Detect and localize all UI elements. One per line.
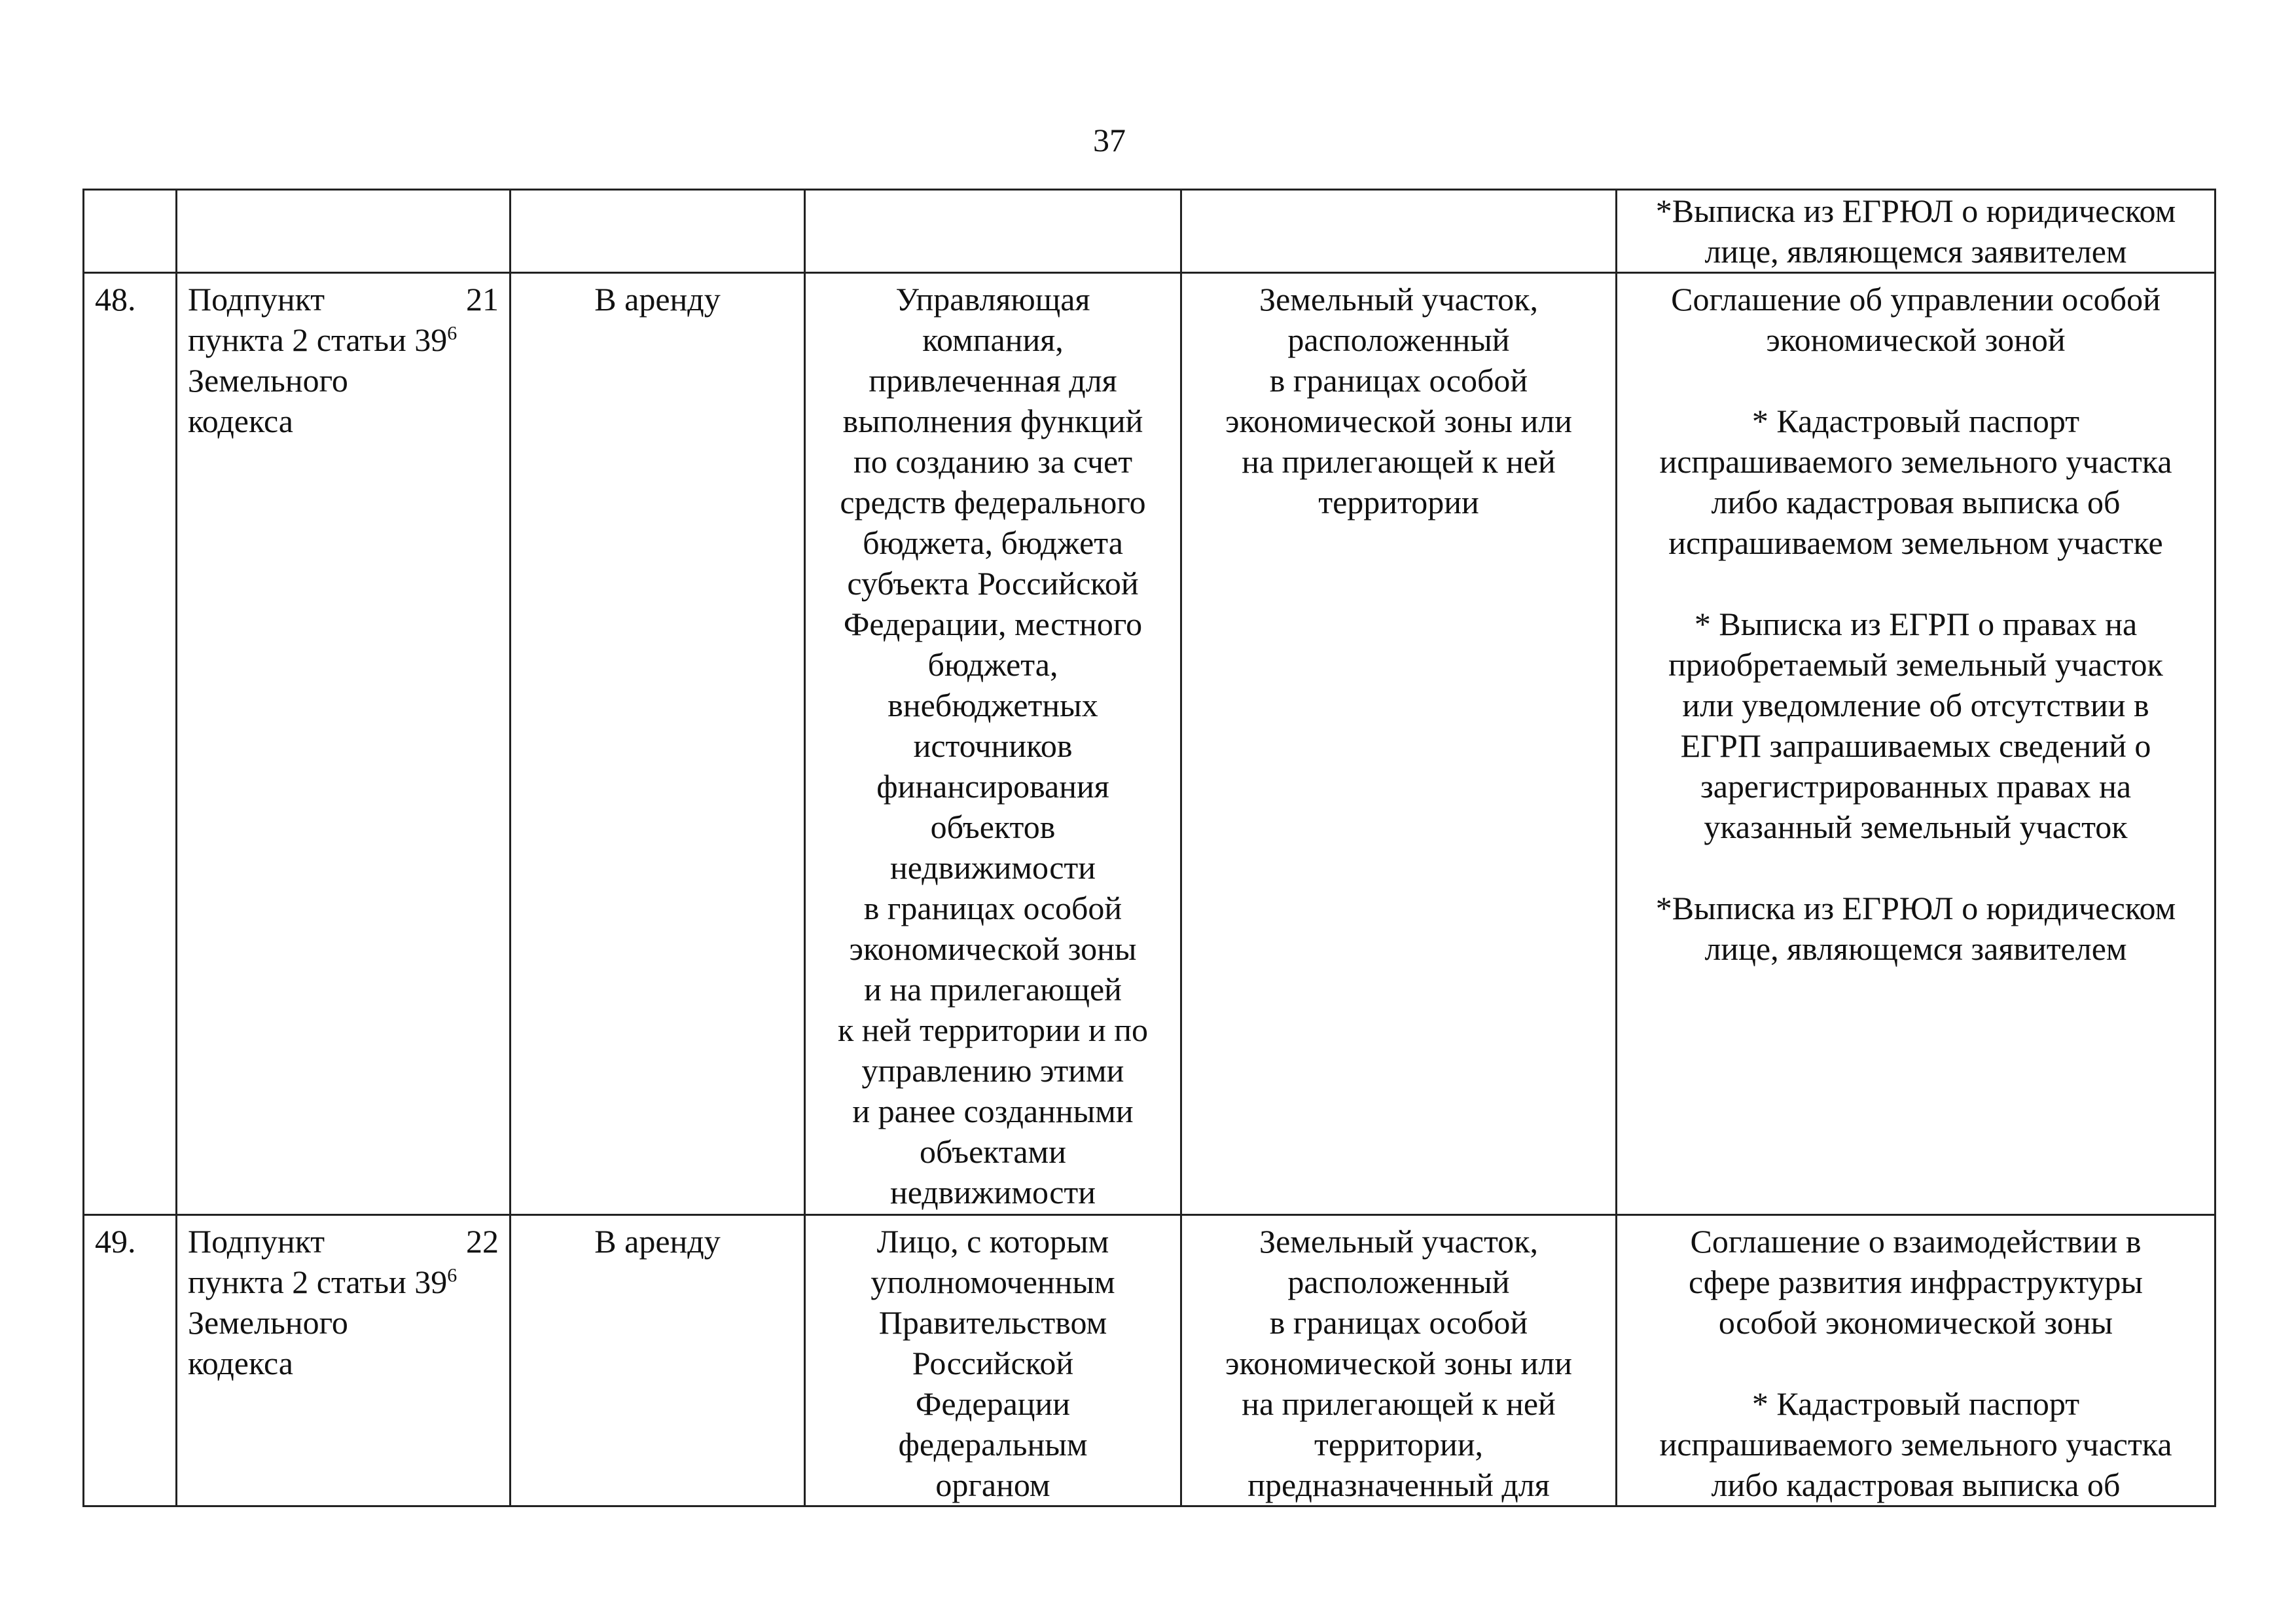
land-plot-description: [1181, 1215, 1617, 1506]
doc-line: указанный земельный участок: [1704, 809, 2128, 845]
page-number: 37: [1093, 122, 1126, 158]
doc-line: * Выписка из ЕГРП о правах на: [1694, 606, 2138, 642]
doc-line: либо кадастровая выписка об: [1711, 484, 2121, 520]
row-number: 48.: [84, 273, 177, 1215]
table-row-continuation: [84, 190, 2215, 273]
applicant-line: выполнения функций: [842, 403, 1143, 439]
applicant-line: и на прилегающей: [864, 971, 1122, 1008]
basis-line4: кодекса: [188, 403, 293, 439]
applicant-line: бюджета,: [927, 646, 1058, 683]
applicant-line: федеральным: [898, 1426, 1088, 1463]
basis-word: Подпункт: [188, 281, 325, 318]
doc-line: экономической зоной: [1766, 321, 2066, 358]
cell-land-plot: [1181, 190, 1617, 273]
applicant-line: Федерации, местного: [843, 606, 1143, 642]
land-plot-line: территории,: [1314, 1426, 1483, 1463]
provision-type: В аренду: [511, 1215, 805, 1506]
doc-line: приобретаемый земельный участок: [1668, 646, 2163, 683]
basis-subpoint: 21: [466, 281, 499, 318]
doc-line: лице, являющемся заявителем: [1704, 930, 2127, 967]
paragraph-gap: [1628, 847, 2204, 888]
doc-line: *Выписка из ЕГРЮЛ о юридическом: [1655, 890, 2176, 926]
land-plot-line: экономической зоны или: [1225, 403, 1572, 439]
doc-line: Соглашение о взаимодействии в: [1690, 1223, 2142, 1260]
row-number: 49.: [84, 1215, 177, 1506]
applicant-line: экономической зоны: [849, 930, 1137, 967]
basis-line4: кодекса: [188, 1345, 293, 1381]
paragraph-gap: [1628, 1343, 2204, 1383]
applicant-line: источников: [913, 727, 1073, 764]
applicant-description: [805, 273, 1181, 1215]
applicant-line: внебюджетных: [888, 687, 1098, 723]
applicant-description: [805, 1215, 1181, 1506]
applicant-line: финансирования: [876, 768, 1109, 805]
applicant-line: объектами: [920, 1133, 1066, 1170]
applicant-line: компания,: [922, 321, 1064, 358]
cell-number: [84, 190, 177, 273]
basis-subpoint: 22: [466, 1223, 499, 1260]
applicant-line: субъекта Российской: [847, 565, 1139, 602]
doc-line: * Кадастровый паспорт: [1751, 1385, 2080, 1422]
applicant-line: средств федерального: [840, 484, 1146, 520]
cell-basis: [177, 190, 511, 273]
land-plot-line: на прилегающей к ней: [1242, 1385, 1556, 1422]
doc-line: испрашиваемого земельного участка: [1659, 443, 2172, 480]
cell-applicant: [805, 190, 1181, 273]
applicant-line: объектов: [930, 809, 1056, 845]
doc-line: либо кадастровая выписка об: [1711, 1467, 2121, 1503]
doc-line: особой экономической зоны: [1718, 1304, 2113, 1341]
applicant-line: недвижимости: [889, 1174, 1096, 1211]
land-plot-line: предназначенный для: [1247, 1467, 1550, 1503]
basis-superscript: 6: [447, 1264, 457, 1286]
applicant-line: по созданию за счет: [853, 443, 1133, 480]
applicant-line: бюджета, бюджета: [863, 524, 1123, 561]
land-plot-line: Земельный участок,: [1259, 281, 1538, 318]
land-plot-line: расположенный: [1287, 1264, 1510, 1300]
basis-line3: Земельного: [188, 362, 348, 399]
provision-type: В аренду: [511, 273, 805, 1215]
applicant-line: в границах особой: [863, 890, 1122, 926]
land-plot-description: [1181, 273, 1617, 1215]
table-row: [84, 273, 2215, 1215]
doc-line: *Выписка из ЕГРЮЛ о юридическом: [1655, 192, 2176, 229]
basis-line3: Земельного: [188, 1304, 348, 1341]
doc-line: сфере развития инфраструктуры: [1688, 1264, 2144, 1300]
land-plot-line: расположенный: [1287, 321, 1510, 358]
cell-type: [511, 190, 805, 273]
doc-line: * Кадастровый паспорт: [1751, 403, 2080, 439]
required-documents: [1617, 1215, 2215, 1506]
applicant-line: уполномоченным: [870, 1264, 1115, 1300]
land-documents-table: [82, 189, 2216, 1507]
land-plot-line: в границах особой: [1269, 362, 1528, 399]
basis-line2: пункта 2 статьи 39: [188, 321, 448, 358]
applicant-line: органом: [935, 1467, 1050, 1503]
doc-line: лице, являющемся заявителем: [1704, 233, 2127, 270]
paragraph-gap: [1628, 563, 2204, 604]
required-documents: [1617, 273, 2215, 1215]
land-plot-line: в границах особой: [1269, 1304, 1528, 1341]
doc-line: испрашиваемого земельного участка: [1659, 1426, 2172, 1463]
table-row: [84, 1215, 2215, 1506]
applicant-line: к ней территории и по: [837, 1012, 1149, 1048]
basis-line2: пункта 2 статьи 39: [188, 1264, 448, 1300]
paragraph-gap: [1628, 360, 2204, 401]
applicant-line: недвижимости: [889, 849, 1096, 886]
doc-line: испрашиваемом земельном участке: [1668, 524, 2163, 561]
doc-line: зарегистрированных правах на: [1700, 768, 2132, 805]
applicant-line: Федерации: [915, 1385, 1071, 1422]
doc-line: ЕГРП запрашиваемых сведений о: [1680, 727, 2151, 764]
basis-word: Подпункт: [188, 1223, 325, 1260]
applicant-line: и ранее созданными: [852, 1093, 1134, 1129]
cell-documents: [1617, 190, 2215, 273]
land-plot-line: территории: [1318, 484, 1479, 520]
applicant-line: Лицо, с которым: [876, 1223, 1109, 1260]
land-plot-line: на прилегающей к ней: [1242, 443, 1556, 480]
basis-superscript: 6: [447, 322, 457, 344]
applicant-line: Управляющая: [895, 281, 1090, 318]
applicant-line: управлению этими: [861, 1052, 1124, 1089]
land-plot-line: экономической зоны или: [1225, 1345, 1572, 1381]
land-plot-line: Земельный участок,: [1259, 1223, 1538, 1260]
doc-line: Соглашение об управлении особой: [1671, 281, 2161, 318]
legal-basis: [177, 273, 511, 1215]
applicant-line: Правительством: [878, 1304, 1107, 1341]
legal-basis: [177, 1215, 511, 1506]
applicant-line: Российской: [912, 1345, 1074, 1381]
doc-line: или уведомление об отсутствии в: [1682, 687, 2149, 723]
applicant-line: привлеченная для: [869, 362, 1117, 399]
